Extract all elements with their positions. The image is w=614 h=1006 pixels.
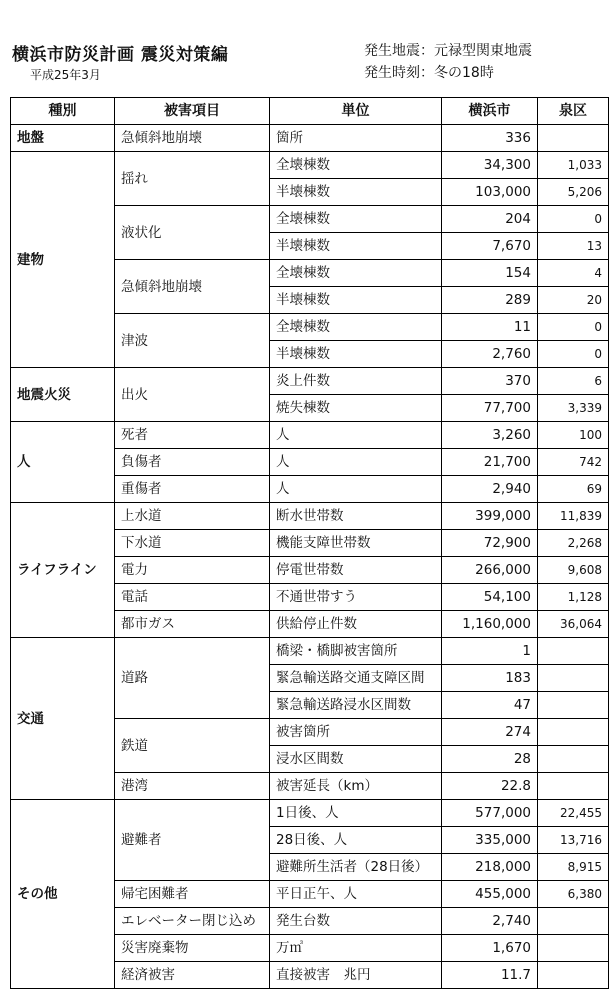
damage-item-cell: 帰宅困難者 [115, 881, 270, 908]
unit-cell: 浸水区間数 [270, 746, 442, 773]
unit-cell: 人 [270, 422, 442, 449]
unit-cell: 緊急輸送路浸水区間数 [270, 692, 442, 719]
damage-item-cell: 負傷者 [115, 449, 270, 476]
yokohama-value: 183 [442, 665, 538, 692]
yokohama-value: 577,000 [442, 800, 538, 827]
izumi-value [538, 935, 609, 962]
yokohama-value: 154 [442, 260, 538, 287]
yokohama-value: 77,700 [442, 395, 538, 422]
damage-item-cell: 揺れ [115, 152, 270, 206]
damage-item-cell: 液状化 [115, 206, 270, 260]
damage-item-cell: 道路 [115, 638, 270, 719]
unit-cell: 炎上件数 [270, 368, 442, 395]
izumi-value: 9,608 [538, 557, 609, 584]
damage-item-cell: 避難者 [115, 800, 270, 881]
unit-cell: 万㎥ [270, 935, 442, 962]
unit-cell: 機能支障世帯数 [270, 530, 442, 557]
izumi-value: 1,128 [538, 584, 609, 611]
table-row [11, 503, 609, 530]
izumi-value: 0 [538, 314, 609, 341]
izumi-value: 6,380 [538, 881, 609, 908]
damage-item-cell: 出火 [115, 368, 270, 422]
category-cell: 人 [11, 422, 115, 503]
yokohama-value: 7,670 [442, 233, 538, 260]
yokohama-value: 21,700 [442, 449, 538, 476]
yokohama-value: 72,900 [442, 530, 538, 557]
unit-cell: 供給停止件数 [270, 611, 442, 638]
unit-cell: 断水世帯数 [270, 503, 442, 530]
yokohama-value: 204 [442, 206, 538, 233]
occurrence-time: 発生時刻：冬の18時 [364, 65, 494, 81]
yokohama-value: 2,760 [442, 341, 538, 368]
izumi-value [538, 125, 609, 152]
unit-cell: 全壊棟数 [270, 152, 442, 179]
unit-cell: 被害延長（km） [270, 773, 442, 800]
izumi-value [538, 908, 609, 935]
table-row [11, 422, 609, 449]
damage-item-cell: 上水道 [115, 503, 270, 530]
izumi-value: 69 [538, 476, 609, 503]
izumi-value: 742 [538, 449, 609, 476]
yokohama-value: 2,740 [442, 908, 538, 935]
category-cell: 建物 [11, 152, 115, 368]
izumi-value [538, 773, 609, 800]
unit-cell: 半壊棟数 [270, 287, 442, 314]
unit-cell: 全壊棟数 [270, 206, 442, 233]
table-row [11, 368, 609, 395]
yokohama-value: 3,260 [442, 422, 538, 449]
damage-item-cell: 下水道 [115, 530, 270, 557]
unit-cell: 不通世帯すう [270, 584, 442, 611]
yokohama-value: 47 [442, 692, 538, 719]
category-cell: ライフライン [11, 503, 115, 638]
yokohama-value: 1,160,000 [442, 611, 538, 638]
izumi-value: 20 [538, 287, 609, 314]
page-title: 横浜市防災計画 震災対策編 [12, 45, 229, 65]
izumi-value: 3,339 [538, 395, 609, 422]
damage-estimate-table [10, 97, 609, 989]
table-row [11, 800, 609, 827]
category-cell: 交通 [11, 638, 115, 800]
unit-cell: 1日後、人 [270, 800, 442, 827]
izumi-value: 100 [538, 422, 609, 449]
izumi-value [538, 638, 609, 665]
header-izumi: 泉区 [538, 98, 609, 125]
publication-date: 平成25年3月 [30, 68, 101, 82]
header-damage-item: 被害項目 [115, 98, 270, 125]
yokohama-value: 11.7 [442, 962, 538, 989]
izumi-value: 22,455 [538, 800, 609, 827]
unit-cell: 停電世帯数 [270, 557, 442, 584]
category-cell: その他 [11, 800, 115, 989]
damage-item-cell: 災害廃棄物 [115, 935, 270, 962]
unit-cell: 箇所 [270, 125, 442, 152]
izumi-value: 4 [538, 260, 609, 287]
yokohama-value: 455,000 [442, 881, 538, 908]
izumi-value [538, 719, 609, 746]
yokohama-value: 1,670 [442, 935, 538, 962]
yokohama-value: 28 [442, 746, 538, 773]
header-category: 種別 [11, 98, 115, 125]
damage-item-cell: エレベーター閉じ込め [115, 908, 270, 935]
yokohama-value: 34,300 [442, 152, 538, 179]
yokohama-value: 11 [442, 314, 538, 341]
table-row [11, 638, 609, 665]
unit-cell: 発生台数 [270, 908, 442, 935]
yokohama-value: 22.8 [442, 773, 538, 800]
yokohama-value: 103,000 [442, 179, 538, 206]
izumi-value [538, 692, 609, 719]
unit-cell: 人 [270, 449, 442, 476]
izumi-value: 36,064 [538, 611, 609, 638]
category-cell: 地盤 [11, 125, 115, 152]
izumi-value: 2,268 [538, 530, 609, 557]
damage-item-cell: 重傷者 [115, 476, 270, 503]
unit-cell: 半壊棟数 [270, 233, 442, 260]
earthquake-type: 発生地震：元禄型関東地震 [364, 43, 532, 59]
izumi-value: 0 [538, 206, 609, 233]
yokohama-value: 336 [442, 125, 538, 152]
damage-item-cell: 経済被害 [115, 962, 270, 989]
izumi-value [538, 962, 609, 989]
yokohama-value: 335,000 [442, 827, 538, 854]
unit-cell: 全壊棟数 [270, 314, 442, 341]
damage-item-cell: 電力 [115, 557, 270, 584]
category-cell: 地震火災 [11, 368, 115, 422]
yokohama-value: 1 [442, 638, 538, 665]
yokohama-value: 218,000 [442, 854, 538, 881]
damage-item-cell: 鉄道 [115, 719, 270, 773]
unit-cell: 直接被害 兆円 [270, 962, 442, 989]
unit-cell: 28日後、人 [270, 827, 442, 854]
damage-item-cell: 死者 [115, 422, 270, 449]
izumi-value: 13 [538, 233, 609, 260]
izumi-value: 8,915 [538, 854, 609, 881]
izumi-value: 6 [538, 368, 609, 395]
unit-cell: 半壊棟数 [270, 341, 442, 368]
damage-item-cell: 都市ガス [115, 611, 270, 638]
yokohama-value: 266,000 [442, 557, 538, 584]
izumi-value: 5,206 [538, 179, 609, 206]
izumi-value [538, 665, 609, 692]
yokohama-value: 54,100 [442, 584, 538, 611]
unit-cell: 焼失棟数 [270, 395, 442, 422]
unit-cell: 半壊棟数 [270, 179, 442, 206]
yokohama-value: 2,940 [442, 476, 538, 503]
unit-cell: 被害箇所 [270, 719, 442, 746]
izumi-value [538, 746, 609, 773]
table-row [11, 152, 609, 179]
yokohama-value: 399,000 [442, 503, 538, 530]
yokohama-value: 370 [442, 368, 538, 395]
izumi-value: 11,839 [538, 503, 609, 530]
unit-cell: 平日正午、人 [270, 881, 442, 908]
izumi-value: 0 [538, 341, 609, 368]
yokohama-value: 274 [442, 719, 538, 746]
header-unit: 単位 [270, 98, 442, 125]
yokohama-value: 289 [442, 287, 538, 314]
damage-item-cell: 急傾斜地崩壊 [115, 125, 270, 152]
damage-item-cell: 港湾 [115, 773, 270, 800]
unit-cell: 全壊棟数 [270, 260, 442, 287]
unit-cell: 緊急輸送路交通支障区間 [270, 665, 442, 692]
unit-cell: 避難所生活者（28日後） [270, 854, 442, 881]
table-row [11, 125, 609, 152]
izumi-value: 13,716 [538, 827, 609, 854]
header-yokohama: 横浜市 [442, 98, 538, 125]
damage-item-cell: 急傾斜地崩壊 [115, 260, 270, 314]
unit-cell: 橋梁・橋脚被害箇所 [270, 638, 442, 665]
table-header-row [11, 98, 609, 125]
damage-item-cell: 津波 [115, 314, 270, 368]
izumi-value: 1,033 [538, 152, 609, 179]
damage-item-cell: 電話 [115, 584, 270, 611]
unit-cell: 人 [270, 476, 442, 503]
